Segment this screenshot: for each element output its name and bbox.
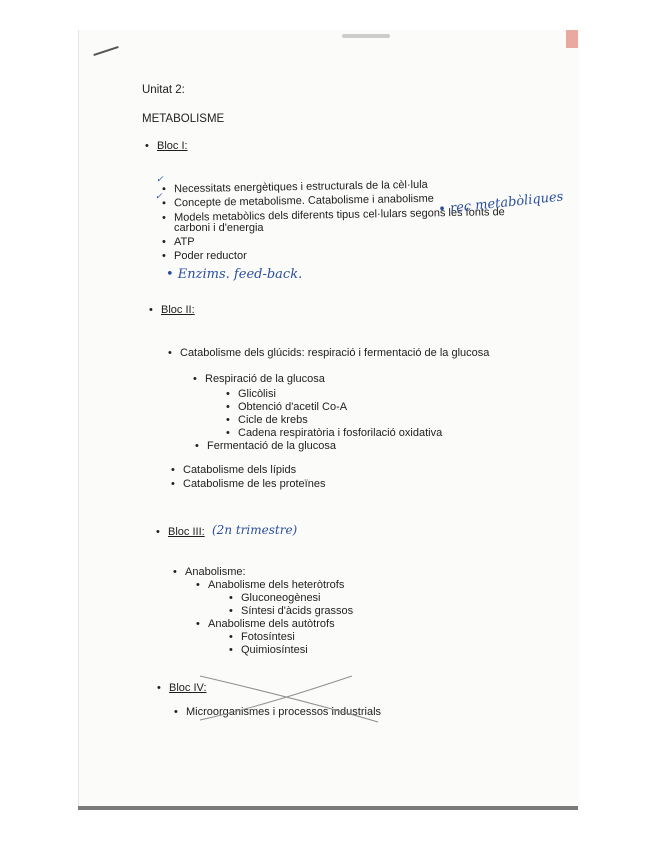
handwritten-check-2: ✓: [155, 192, 163, 202]
handwritten-note-enzymes: • Enzims. feed-back.: [166, 267, 303, 282]
fermentation-item: • Fermentació de la glucosa: [207, 440, 336, 452]
proteins-item: • Catabolisme de les proteïnes: [183, 478, 325, 490]
anabolism-item: • Anabolisme:: [185, 566, 246, 578]
bloc2-heading: • Bloc II:: [161, 304, 195, 316]
bloc1-item-2: • Concepte de metabolisme. Catabolisme i anabolisme: [174, 193, 434, 210]
handwritten-check-1: ✓: [156, 175, 164, 185]
respiration-step-1: • Glicòlisi: [238, 388, 276, 400]
autotroph-step-1: • Fotosíntesi: [241, 631, 295, 643]
bloc2-item: • Catabolisme dels glúcids: respiració i fermentació de la glucosa: [180, 347, 489, 359]
respiration-step-4: • Cadena respiratòria i fosforilació oxidativa: [238, 427, 442, 439]
handwritten-note-trimester: (2n trimestre): [212, 523, 298, 537]
autotrophs-item: • Anabolisme dels autòtrofs: [208, 618, 335, 630]
bloc4-heading: • Bloc IV:: [169, 682, 207, 694]
bloc3-heading: • Bloc III:: [168, 526, 205, 538]
bloc4-item: • Microorganismes i processos industrials: [186, 706, 381, 718]
autotroph-step-2: • Quimiosíntesi: [241, 644, 308, 656]
respiration-heading: • Respiració de la glucosa: [205, 373, 325, 385]
bloc1-item-3: • Models metabòlics dels diferents tipus cel·lulars segons les fonts de: [174, 206, 505, 224]
respiration-step-3: • Cicle de krebs: [238, 414, 308, 426]
respiration-step-2: • Obtenció d'acetil Co-A: [238, 401, 347, 413]
bloc1-item-3-cont: carboni i d'energia: [174, 222, 264, 234]
handwritten-note-metabolic: • rec metabòliques: [437, 189, 565, 218]
heterotroph-step-2: • Síntesi d'àcids grassos: [241, 605, 353, 617]
bloc1-item-4: • ATP: [174, 236, 195, 248]
unit-title: Unitat 2:: [142, 84, 185, 96]
bloc1-item-5: • Poder reductor: [174, 250, 247, 262]
lipids-item: • Catabolisme dels lípids: [183, 464, 296, 476]
bloc1-heading: • Bloc I:: [157, 140, 188, 152]
bloc1-item-1: • Necessitats energètiques i estructurals de la cèl·lula: [174, 179, 428, 195]
topic-title: METABOLISME: [142, 113, 225, 125]
heterotroph-step-1: • Gluconeogènesi: [241, 592, 321, 604]
heterotrophs-item: • Anabolisme dels heteròtrofs: [208, 579, 344, 591]
